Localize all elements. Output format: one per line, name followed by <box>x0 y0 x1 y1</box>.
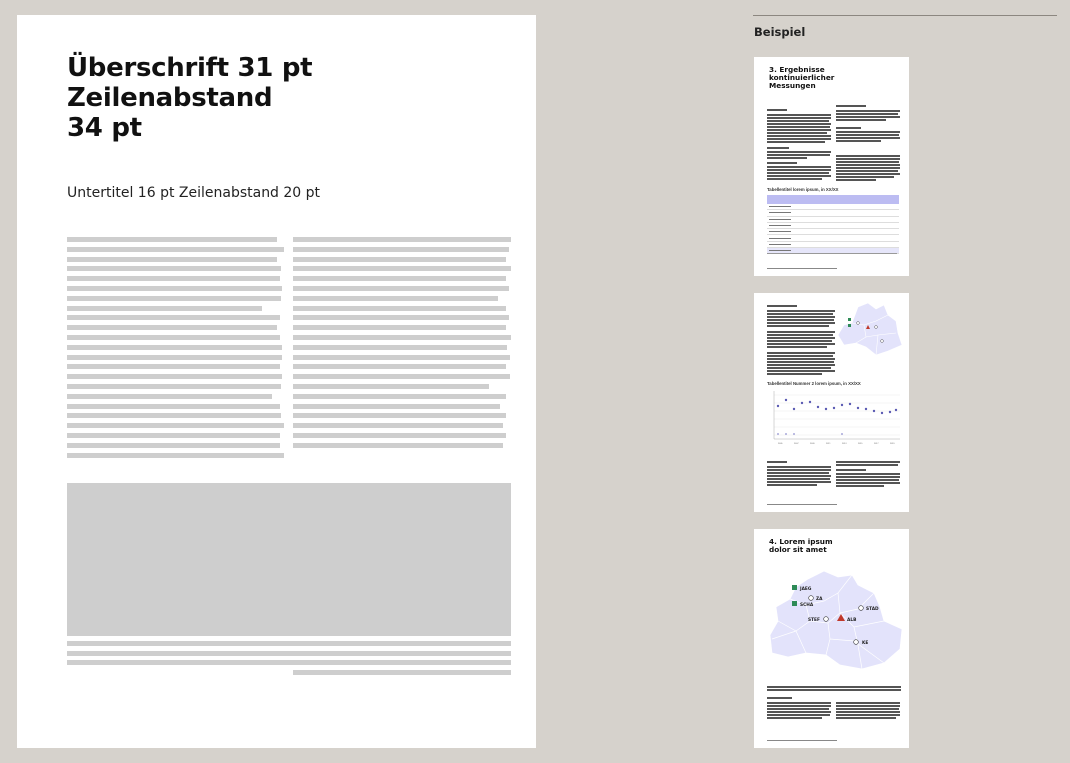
thumb-text-line <box>767 367 831 369</box>
thumb-text-line <box>767 697 792 699</box>
text-line-placeholder <box>67 404 280 409</box>
thumb-text-line <box>836 155 900 157</box>
thumb-text-line <box>767 361 834 363</box>
template-page <box>17 15 536 748</box>
text-line-placeholder <box>293 315 509 320</box>
thumb-text-line <box>767 334 833 336</box>
text-line-placeholder <box>293 335 511 340</box>
thumb-text-line <box>767 138 831 140</box>
thumb-text-line <box>767 714 830 716</box>
text-line-placeholder <box>67 394 272 399</box>
text-line-placeholder <box>67 641 511 646</box>
thumb-text-line <box>767 352 835 354</box>
text-line-placeholder <box>67 443 280 448</box>
thumb-line-chart <box>766 389 902 447</box>
station-marker-ke <box>854 640 859 645</box>
thumb-text-line <box>767 472 829 474</box>
thumb-footer-line <box>767 268 837 269</box>
svg-text:2019: 2019 <box>890 443 895 445</box>
station-marker-za <box>809 596 814 601</box>
thumb-text-line <box>836 469 866 471</box>
thumb-text-line <box>767 711 831 713</box>
thumb-text-line <box>767 132 827 134</box>
thumb-text-line <box>767 169 831 171</box>
thumb-text-line <box>836 485 884 487</box>
map-label: KE <box>862 641 869 646</box>
thumb-text-line <box>767 689 901 691</box>
text-line-placeholder <box>293 394 506 399</box>
thumb-text-line <box>836 173 900 175</box>
thumb-text-line <box>767 147 789 149</box>
thumb-text-line <box>767 708 829 710</box>
thumb-text-line <box>767 346 827 348</box>
thumb-text-line <box>767 253 897 254</box>
text-line-placeholder <box>67 266 281 271</box>
thumb-text-line <box>767 686 901 688</box>
map-label: STEF <box>808 618 820 623</box>
thumb-text-line <box>767 319 834 321</box>
thumb-text-line <box>767 172 829 174</box>
station-marker <box>875 326 878 329</box>
text-line-placeholder <box>67 433 280 438</box>
divider-rule <box>753 15 1057 16</box>
thumb-table-caption: Tabellentitel lorem ipsum, in XX/XX <box>767 187 839 192</box>
map-label: JAEG <box>800 587 812 592</box>
heading-line: Überschrift 31 pt <box>67 53 313 83</box>
station-marker-stef <box>824 617 829 622</box>
thumb-text-line <box>836 116 900 118</box>
thumb-text-line <box>836 476 900 478</box>
heading <box>67 53 312 143</box>
text-line-placeholder <box>293 384 489 389</box>
thumb-text-line <box>767 475 831 477</box>
thumb-text-line <box>836 461 900 463</box>
text-line-placeholder <box>293 237 511 242</box>
text-line-placeholder <box>293 443 503 448</box>
text-line-placeholder <box>67 335 280 340</box>
thumb-text-line <box>836 131 900 133</box>
text-line-placeholder <box>293 670 511 675</box>
thumb-text-line <box>767 166 831 168</box>
thumb-text-line <box>767 355 833 357</box>
thumb-text-line <box>836 140 881 142</box>
thumb-text-line <box>767 126 830 128</box>
thumb-text-line <box>836 137 900 139</box>
thumb-title-line: Messungen <box>769 81 816 90</box>
thumb-text-line <box>767 313 833 315</box>
heading-line: Zeilenabstand <box>67 83 273 113</box>
text-line-placeholder <box>293 355 510 360</box>
text-line-placeholder <box>293 413 506 418</box>
text-line-placeholder <box>67 247 284 252</box>
text-line-placeholder <box>67 374 282 379</box>
svg-text:2015: 2015 <box>858 443 863 445</box>
thumb-text-line <box>836 482 900 484</box>
thumb-text-line <box>767 154 830 156</box>
thumb-text-line <box>767 343 835 345</box>
thumb-text-line <box>836 179 876 181</box>
thumb-title <box>769 538 833 554</box>
text-line-placeholder <box>67 345 282 350</box>
text-line-placeholder <box>293 296 498 301</box>
thumb-text-line <box>767 331 835 333</box>
thumb-text-line <box>767 373 822 375</box>
text-line-placeholder <box>293 286 509 291</box>
thumb-text-line <box>836 127 861 129</box>
image-placeholder <box>67 483 511 636</box>
thumb-text-line <box>767 151 831 153</box>
text-line-placeholder <box>293 345 507 350</box>
thumb-text-line <box>767 466 831 468</box>
text-line-placeholder <box>67 384 281 389</box>
text-line-placeholder <box>67 286 282 291</box>
thumb-text-line <box>767 358 835 360</box>
thumb-title <box>769 66 834 90</box>
thumb-text-line <box>767 129 831 131</box>
thumb-text-line <box>767 705 831 707</box>
thumb-text-line <box>836 167 900 169</box>
text-line-placeholder <box>293 364 506 369</box>
thumb-text-line <box>836 702 900 704</box>
svg-text:2011: 2011 <box>826 443 831 445</box>
station-marker <box>848 324 851 327</box>
thumb-text-line <box>836 105 866 107</box>
thumb-text-line <box>836 119 886 121</box>
thumb-title-line: dolor sit amet <box>769 545 827 554</box>
thumb-text-line <box>767 135 831 137</box>
text-line-placeholder <box>293 276 506 281</box>
map-label: ZA <box>816 597 823 602</box>
thumb-title-line: 4. Lorem ipsum <box>769 537 833 546</box>
text-line-placeholder <box>67 660 511 665</box>
thumb-text-line <box>836 176 894 178</box>
thumb-text-line <box>836 110 900 112</box>
thumb-text-line <box>836 170 898 172</box>
station-marker-jaeg <box>792 585 797 590</box>
thumb-text-line <box>767 340 832 342</box>
text-line-placeholder <box>67 413 281 418</box>
thumb-title-line: kontinuierlicher <box>769 73 835 82</box>
example-thumbnail-2[interactable] <box>754 293 909 512</box>
map-label: STAD <box>866 607 879 612</box>
subtitle: Untertitel 16 pt Zeilenabstand 20 pt <box>67 185 321 201</box>
thumb-text-line <box>836 711 900 713</box>
thumb-text-line <box>836 708 899 710</box>
thumb-text-line <box>836 464 898 466</box>
text-line-placeholder <box>293 257 506 262</box>
thumb-title-line: 3. Ergebnisse <box>769 65 825 74</box>
thumb-footer-line <box>767 504 837 505</box>
text-line-placeholder <box>67 364 280 369</box>
text-line-placeholder <box>67 453 284 458</box>
thumb-small-map <box>836 301 902 356</box>
thumb-text-line <box>767 469 831 471</box>
thumb-text-line <box>767 370 835 372</box>
thumb-text-line <box>767 478 830 480</box>
thumb-footer-line <box>767 740 837 741</box>
svg-text:2005: 2005 <box>778 443 783 445</box>
svg-text:2007: 2007 <box>794 443 799 445</box>
example-thumbnail-1[interactable] <box>754 57 909 276</box>
text-line-placeholder <box>67 651 511 656</box>
text-line-placeholder <box>67 306 262 311</box>
thumb-text-line <box>767 702 831 704</box>
text-line-placeholder <box>293 247 509 252</box>
text-line-placeholder <box>293 404 500 409</box>
text-line-placeholder <box>67 237 277 242</box>
svg-text:2009: 2009 <box>810 443 815 445</box>
station-marker-stad <box>859 606 864 611</box>
text-line-placeholder <box>67 296 281 301</box>
map-region <box>770 571 902 669</box>
station-marker-scha <box>792 601 797 606</box>
text-line-placeholder <box>293 306 506 311</box>
table-header-row <box>767 195 899 204</box>
example-label: Beispiel <box>754 25 806 39</box>
text-line-placeholder <box>67 325 277 330</box>
text-column-right <box>293 237 511 453</box>
thumb-text-line <box>767 337 835 339</box>
thumb-chart-caption: Tabellentitel Nummer 2 lorem ipsum, in XX/XX <box>767 381 861 386</box>
text-line-placeholder <box>67 355 282 360</box>
thumb-text-line <box>767 316 835 318</box>
thumb-text-line <box>836 164 900 166</box>
thumb-text-line <box>836 473 900 475</box>
text-line-placeholder <box>293 423 503 428</box>
text-line-placeholder <box>293 433 506 438</box>
thumb-text-line <box>836 717 896 719</box>
example-thumbnail-3[interactable] <box>754 529 909 748</box>
thumb-data-table <box>767 195 899 254</box>
map-label: SCHA <box>800 603 814 608</box>
thumb-text-line <box>767 717 822 719</box>
thumb-text-line <box>767 162 797 164</box>
svg-text:2013: 2013 <box>842 443 847 445</box>
thumb-text-line <box>767 117 831 119</box>
thumb-text-line <box>836 158 900 160</box>
thumb-text-line <box>836 161 899 163</box>
station-marker <box>857 322 860 325</box>
station-marker <box>848 318 851 321</box>
thumb-text-line <box>836 714 900 716</box>
thumb-text-line <box>836 479 899 481</box>
station-marker <box>881 340 884 343</box>
thumb-text-line <box>767 141 825 143</box>
heading-line: 34 pt <box>67 113 142 143</box>
map-label: ALB <box>847 618 857 623</box>
text-line-placeholder <box>67 423 284 428</box>
thumb-text-line <box>767 123 831 125</box>
thumb-text-line <box>767 157 807 159</box>
text-line-placeholder <box>293 266 511 271</box>
thumb-text-line <box>836 705 900 707</box>
thumb-text-line <box>767 322 835 324</box>
thumb-text-line <box>767 178 822 180</box>
text-line-placeholder <box>67 276 280 281</box>
text-line-placeholder <box>293 374 510 379</box>
thumb-text-line <box>836 134 899 136</box>
thumb-text-line <box>767 120 829 122</box>
svg-text:2017: 2017 <box>874 443 879 445</box>
thumb-text-line <box>767 310 835 312</box>
thumb-text-line <box>767 109 787 111</box>
thumb-large-map <box>766 569 906 669</box>
thumb-text-line <box>767 305 797 307</box>
thumb-text-line <box>767 461 787 463</box>
caption-lines <box>67 641 511 679</box>
thumb-text-line <box>767 175 831 177</box>
text-column-left <box>67 237 285 462</box>
text-line-placeholder <box>67 257 277 262</box>
thumb-text-line <box>767 481 831 483</box>
text-line-placeholder <box>293 325 506 330</box>
thumb-text-line <box>767 325 829 327</box>
thumb-text-line <box>767 364 835 366</box>
thumb-text-line <box>767 114 831 116</box>
text-line-placeholder <box>67 315 280 320</box>
thumb-text-line <box>836 113 898 115</box>
thumb-text-line <box>767 484 817 486</box>
